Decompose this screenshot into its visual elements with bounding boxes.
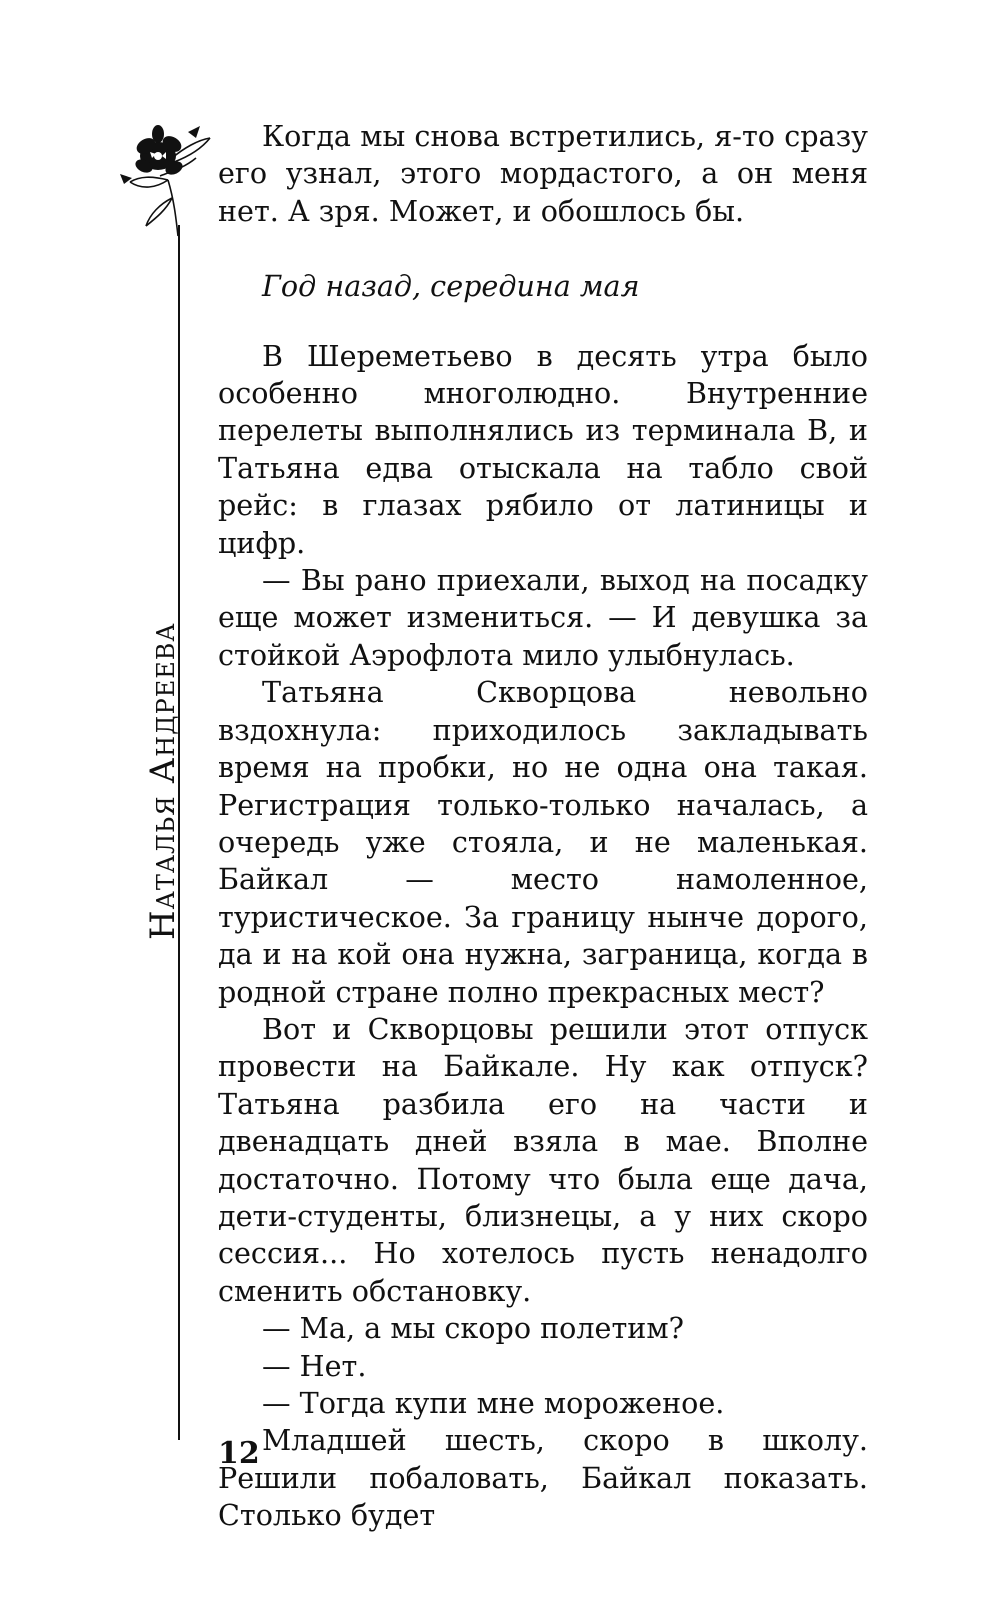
flower-ornament-icon bbox=[110, 118, 220, 238]
paragraph: — Вы рано приехали, выход на посадку еще может измениться. — И девушка за стойкой Аэрофлота мило улыбнулась. bbox=[218, 563, 868, 672]
body-text bbox=[218, 118, 868, 1535]
paragraph: Татьяна Скворцова невольно вздохнула: приходилось закладывать время на пробки, но не одна она такая. Регистрация только-только началась, а очередь уже стояла, и не маленькая. Байкал — место намоленное, туристическое. За границу нынче дорого, да и на кой она нужна, заграница, когда в родной стране полно прекрасных мест? bbox=[218, 675, 868, 1009]
paragraph: Вот и Скворцовы решили этот отпуск провести на Байкале. Ну как отпуск? Татьяна разбила его на части и двенадцать дней взяла в мае. Вполне достаточно. Потому что была еще дача, дети-студенты, близнецы, а у них скоро сессия... Но хотелось пусть ненадолго сменить обстановку. bbox=[218, 1011, 868, 1308]
paragraph: — Нет. bbox=[262, 1348, 367, 1383]
running-head-author: Наталья Андреева bbox=[143, 622, 183, 940]
paragraph: Когда мы снова встретились, я-то сразу его узнал, этого мордастого, а он меня нет. А зря. Может, и обошлось бы. bbox=[218, 119, 868, 228]
paragraph: В Шереметьево в десять утра было особенно многолюдно. Внутренние перелеты выполнялись из терминала В, и Татьяна едва отыскала на табло свой рейс: в глазах рябило от латиницы и цифр. bbox=[218, 338, 868, 560]
paragraph: — Тогда купи мне мороженое. bbox=[262, 1386, 725, 1420]
page-number: 12 bbox=[218, 1436, 260, 1471]
paragraph: Младшей шесть, скоро в школу. Решили побаловать, Байкал показать. Столько будет bbox=[218, 1423, 868, 1533]
paragraph: — Ма, а мы скоро полетим? bbox=[262, 1311, 684, 1346]
section-subheading: Год назад, середина мая bbox=[262, 269, 640, 304]
